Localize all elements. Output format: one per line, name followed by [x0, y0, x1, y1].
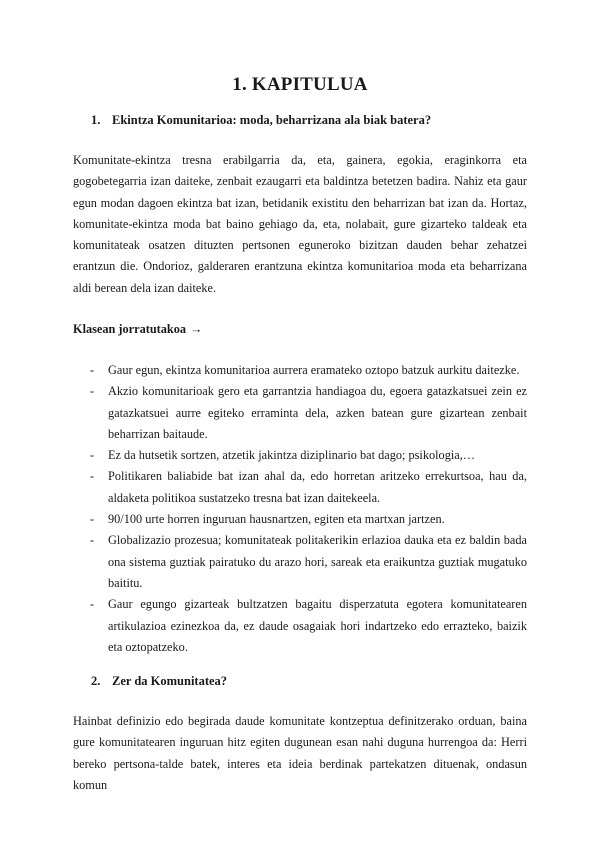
- dash-bullet: -: [90, 533, 95, 548]
- list-item: [90, 509, 527, 530]
- dash-bullet: -: [90, 597, 95, 612]
- list-item: [90, 445, 527, 466]
- list-item-text: Gaur egungo gizarteak bultzatzen bagaitu disperzatuta egotera komunitatearen artikulazioa ezinezkoa da, ez daude osagaiak hori indartzeko edo errazteko, baizik eta oztopatzeko.: [108, 597, 527, 654]
- class-notes-subheading: [73, 322, 202, 337]
- class-notes-list: [90, 360, 527, 658]
- list-item-text: Gaur egun, ekintza komunitarioa aurrera eramateko oztopo batzuk aurkitu daitezke.: [108, 363, 520, 377]
- dash-bullet: -: [90, 512, 95, 527]
- community-paragraph: Hainbat definizio edo begirada daude komunitate kontzeptua definitzerako orduan, baina gure komunitatearen inguruan hitz egiten dugunean esan nahi duguna hurrengoa da: Herri bereko pertsona-talde batek, interes eta ideia berdinak partekatzen dituenak, ondasun komun: [73, 714, 527, 792]
- dash-bullet: -: [90, 448, 95, 463]
- list-item: [90, 381, 527, 445]
- right-arrow-icon: →: [190, 322, 203, 336]
- section-1-heading: [91, 113, 431, 128]
- list-item-text: Globalizazio prozesua; komunitateak politakerikin erlazioa dauka eta ez baldin bada ona sistema guztiak pairatuko du arazo hori, sareak eta eraikuntza guztiak mugatuko baititu.: [108, 533, 527, 590]
- dash-bullet: -: [90, 384, 95, 399]
- list-item: [90, 530, 527, 594]
- list-item-text: Ez da hutsetik sortzen, atzetik jakintza diziplinario bat dago; psikologia,…: [108, 448, 476, 463]
- section-2-number: 2.: [91, 674, 101, 688]
- dash-bullet: -: [90, 469, 95, 484]
- section-2-heading: [91, 674, 227, 689]
- list-item-text: Akzio komunitarioak gero eta garrantzia handiagoa du, egoera gatazkatsuei zein ez gatazkatsuei aurre egiteko erraminta dela, azken batean gure gizartean zenbait beharrizan baitaude.: [108, 384, 527, 441]
- dash-bullet: -: [90, 363, 95, 377]
- list-item: [90, 594, 527, 658]
- section-1-title: Ekintza Komunitarioa: moda, beharrizana ala biak batera?: [112, 113, 432, 127]
- section-2-title: Zer da Komunitatea?: [112, 674, 228, 688]
- section-1-number: 1.: [91, 113, 101, 127]
- list-item-text: Politikaren baliabide bat izan ahal da, edo horretan aritzeko errekurtsoa, hau da, aldaketa politikoa sustatzeko tresna bat izan daitekeela.: [108, 469, 527, 505]
- list-item: [90, 360, 527, 381]
- chapter-title: 1. KAPITULUA: [232, 74, 368, 95]
- list-item-text: 90/100 urte horren inguruan hausnartzen, egiten eta martxan jartzen.: [108, 512, 445, 527]
- list-item: [90, 466, 527, 509]
- class-notes-label: Klasean jorratutakoa: [73, 322, 187, 336]
- intro-paragraph: Komunitate-ekintza tresna erabilgarria da, eta, gainera, egokia, eraginkorra eta gogobetegarria izan daiteke, zenbait ezaugarri eta baldintza betetzen badira. Nahiz eta gaur egun modan dagoen ekintza bat izan, betidanik existitu den beharrizan bat izan da. Hortaz, komunitate-ekintza moda bat baino gehiago da, eta, nolabait, gure gizarteko taldeak eta komunitateak osatzen dituzten pertsonen eguneroko bizitzan dauden behar zehatzei erantzun die. Ondorioz, galderaren erantzuna ekintza komunitarioa moda eta beharrizana aldi berean dela izan daiteke.: [73, 153, 527, 295]
